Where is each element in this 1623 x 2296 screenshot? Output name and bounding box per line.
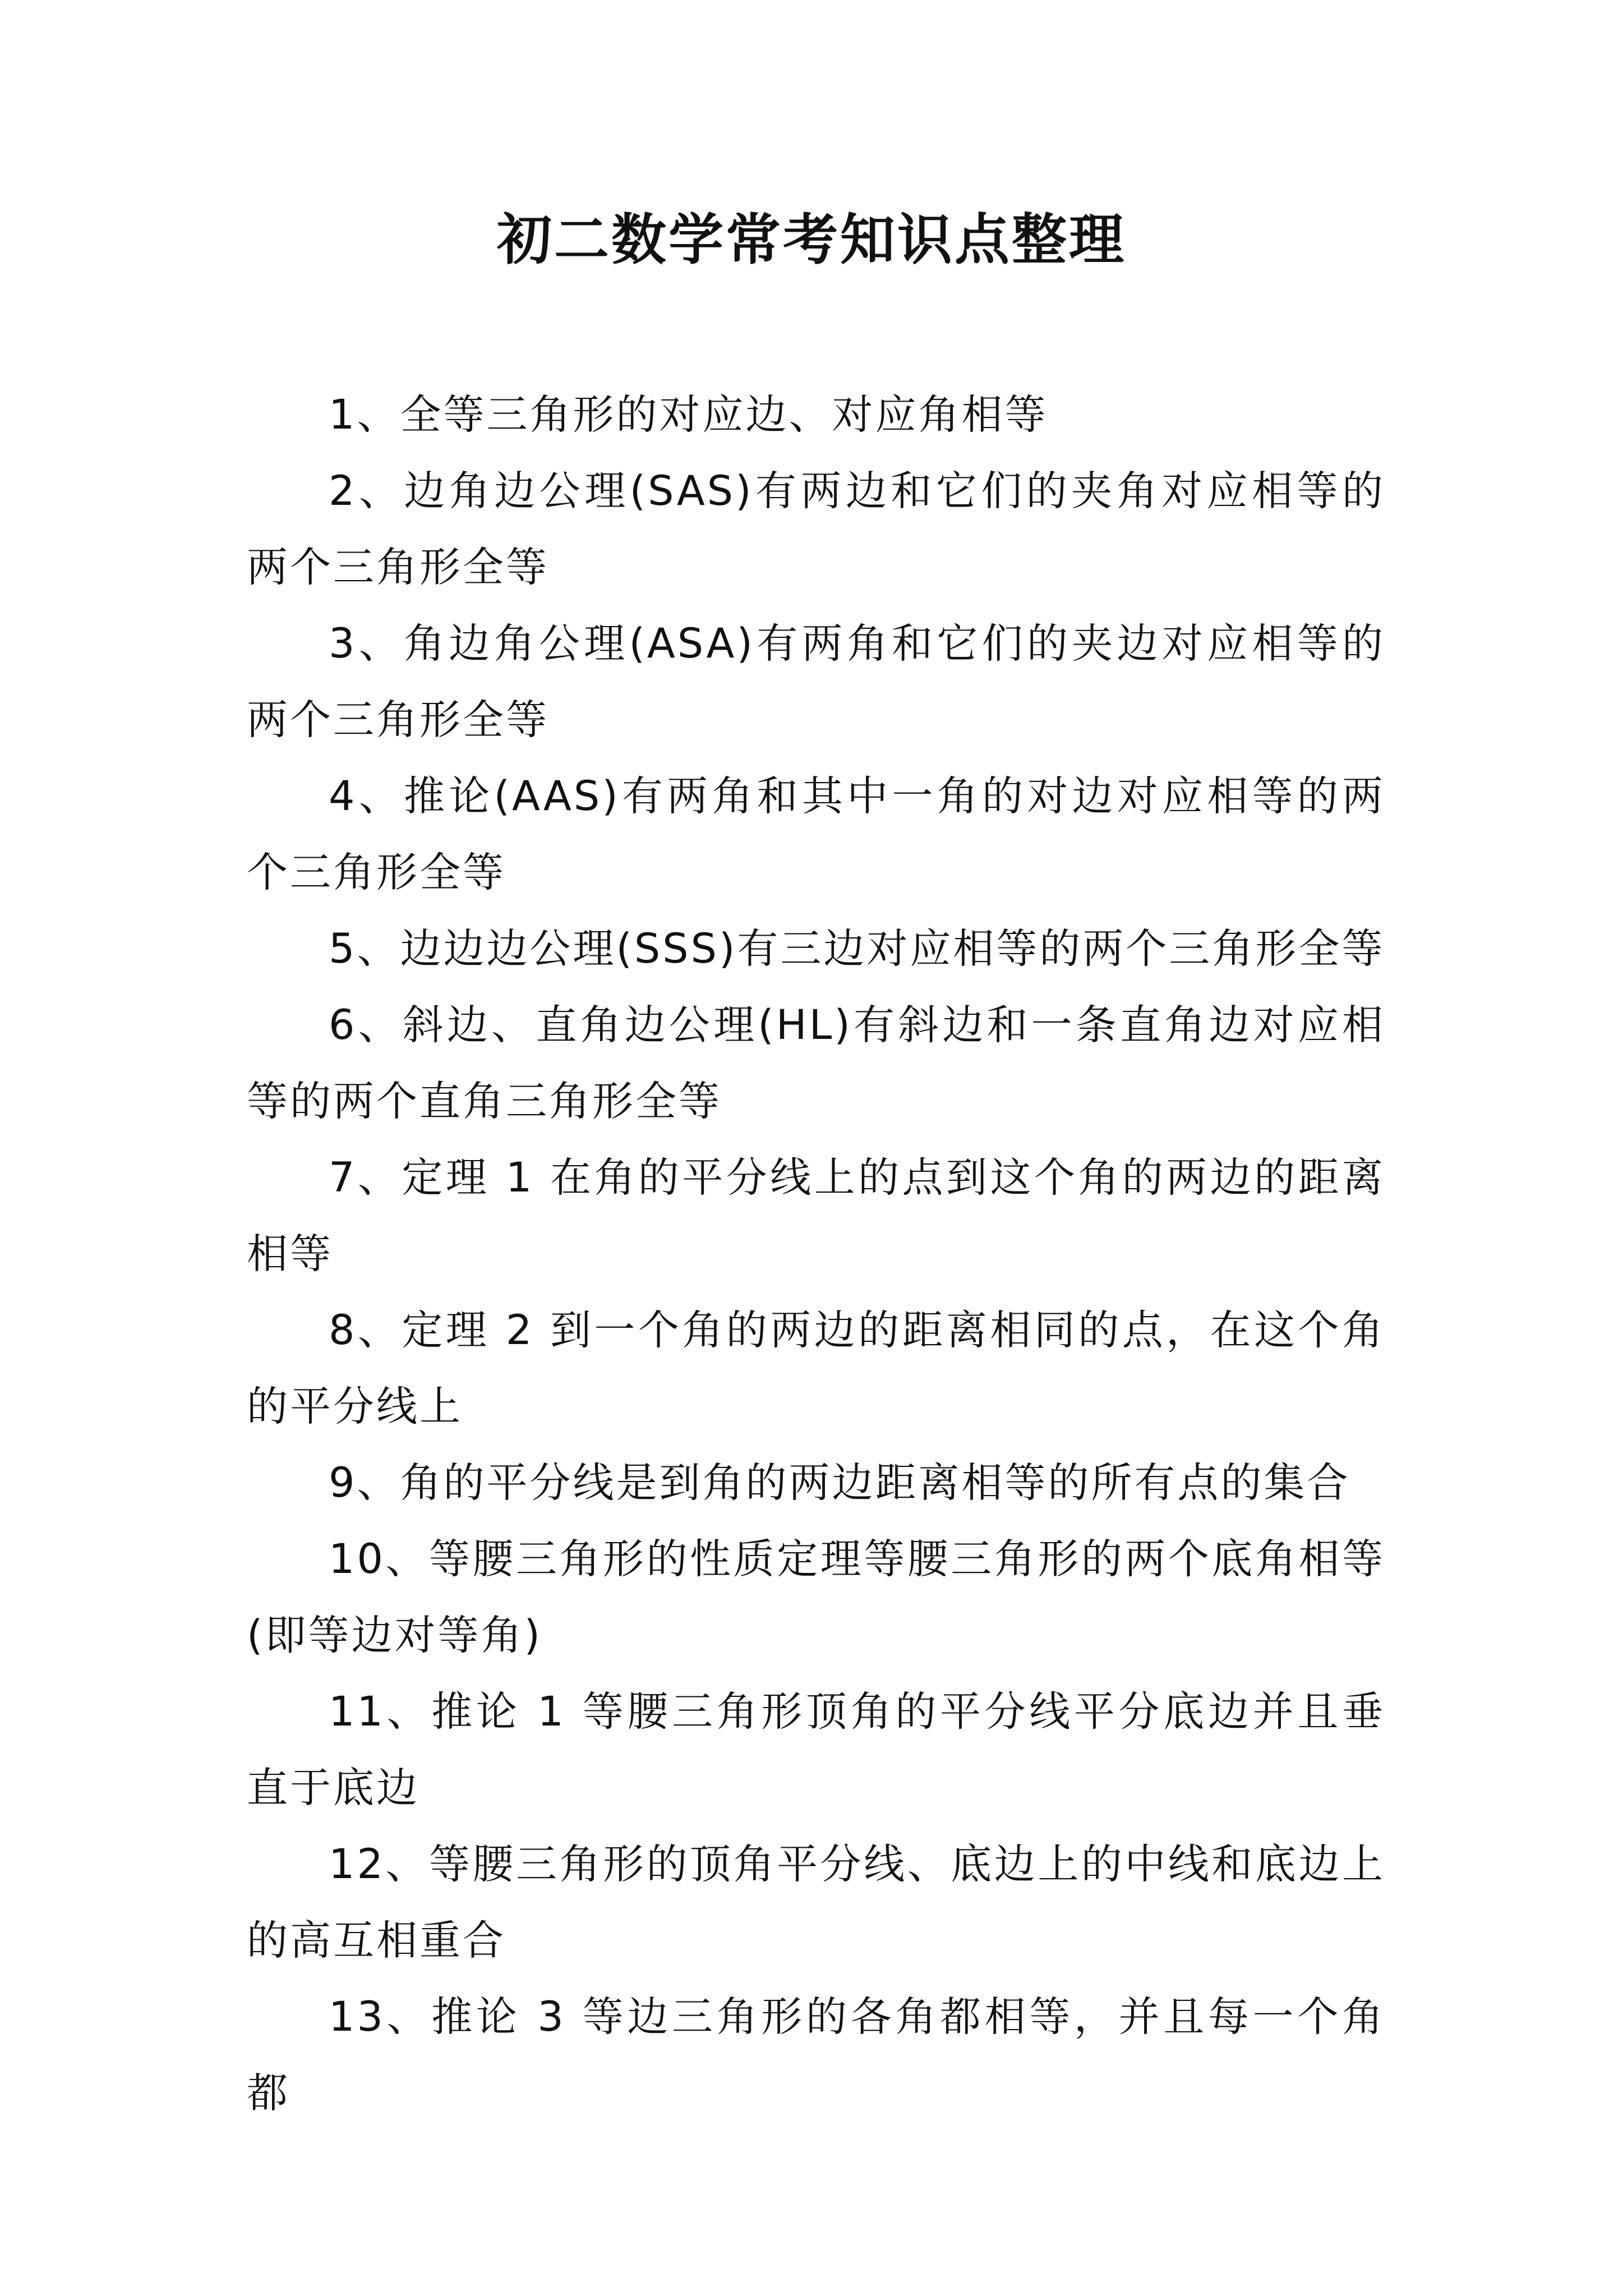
- knowledge-point-13: 13、推论 3 等边三角形的各角都相等，并且每一个角都: [247, 1993, 1385, 2117]
- document-title: 初二数学常考知识点整理: [496, 208, 1126, 272]
- knowledge-point-2: 2、边角边公理(SAS)有两边和它们的夹角对应相等的两个三角形全等: [247, 467, 1385, 591]
- knowledge-point-12: 12、等腰三角形的顶角平分线、底边上的中线和底边上的高互相重合: [247, 1841, 1385, 1964]
- knowledge-point-3: 3、角边角公理(ASA)有两角和它们的夹边对应相等的两个三角形全等: [247, 620, 1385, 744]
- knowledge-point-1: 1、全等三角形的对应边、对应角相等: [329, 391, 1048, 439]
- knowledge-point-5: 5、边边边公理(SSS)有三边对应相等的两个三角形全等: [329, 925, 1385, 973]
- knowledge-point-11: 11、推论 1 等腰三角形顶角的平分线平分底边并且垂直于底边: [247, 1688, 1385, 1812]
- knowledge-point-list: [247, 377, 1385, 2132]
- knowledge-point-10: 10、等腰三角形的性质定理等腰三角形的两个底角相等(即等边对等角): [247, 1535, 1385, 1659]
- knowledge-point-6: 6、斜边、直角边公理(HL)有斜边和一条直角边对应相等的两个直角三角形全等: [247, 1001, 1385, 1125]
- knowledge-point-4: 4、推论(AAS)有两角和其中一角的对边对应相等的两个三角形全等: [247, 772, 1385, 896]
- knowledge-point-7: 7、定理 1 在角的平分线上的点到这个角的两边的距离相等: [247, 1154, 1385, 1278]
- knowledge-point-9: 9、角的平分线是到角的两边距离相等的所有点的集合: [329, 1459, 1350, 1507]
- knowledge-point-8: 8、定理 2 到一个角的两边的距离相同的点，在这个角的平分线上: [247, 1306, 1385, 1430]
